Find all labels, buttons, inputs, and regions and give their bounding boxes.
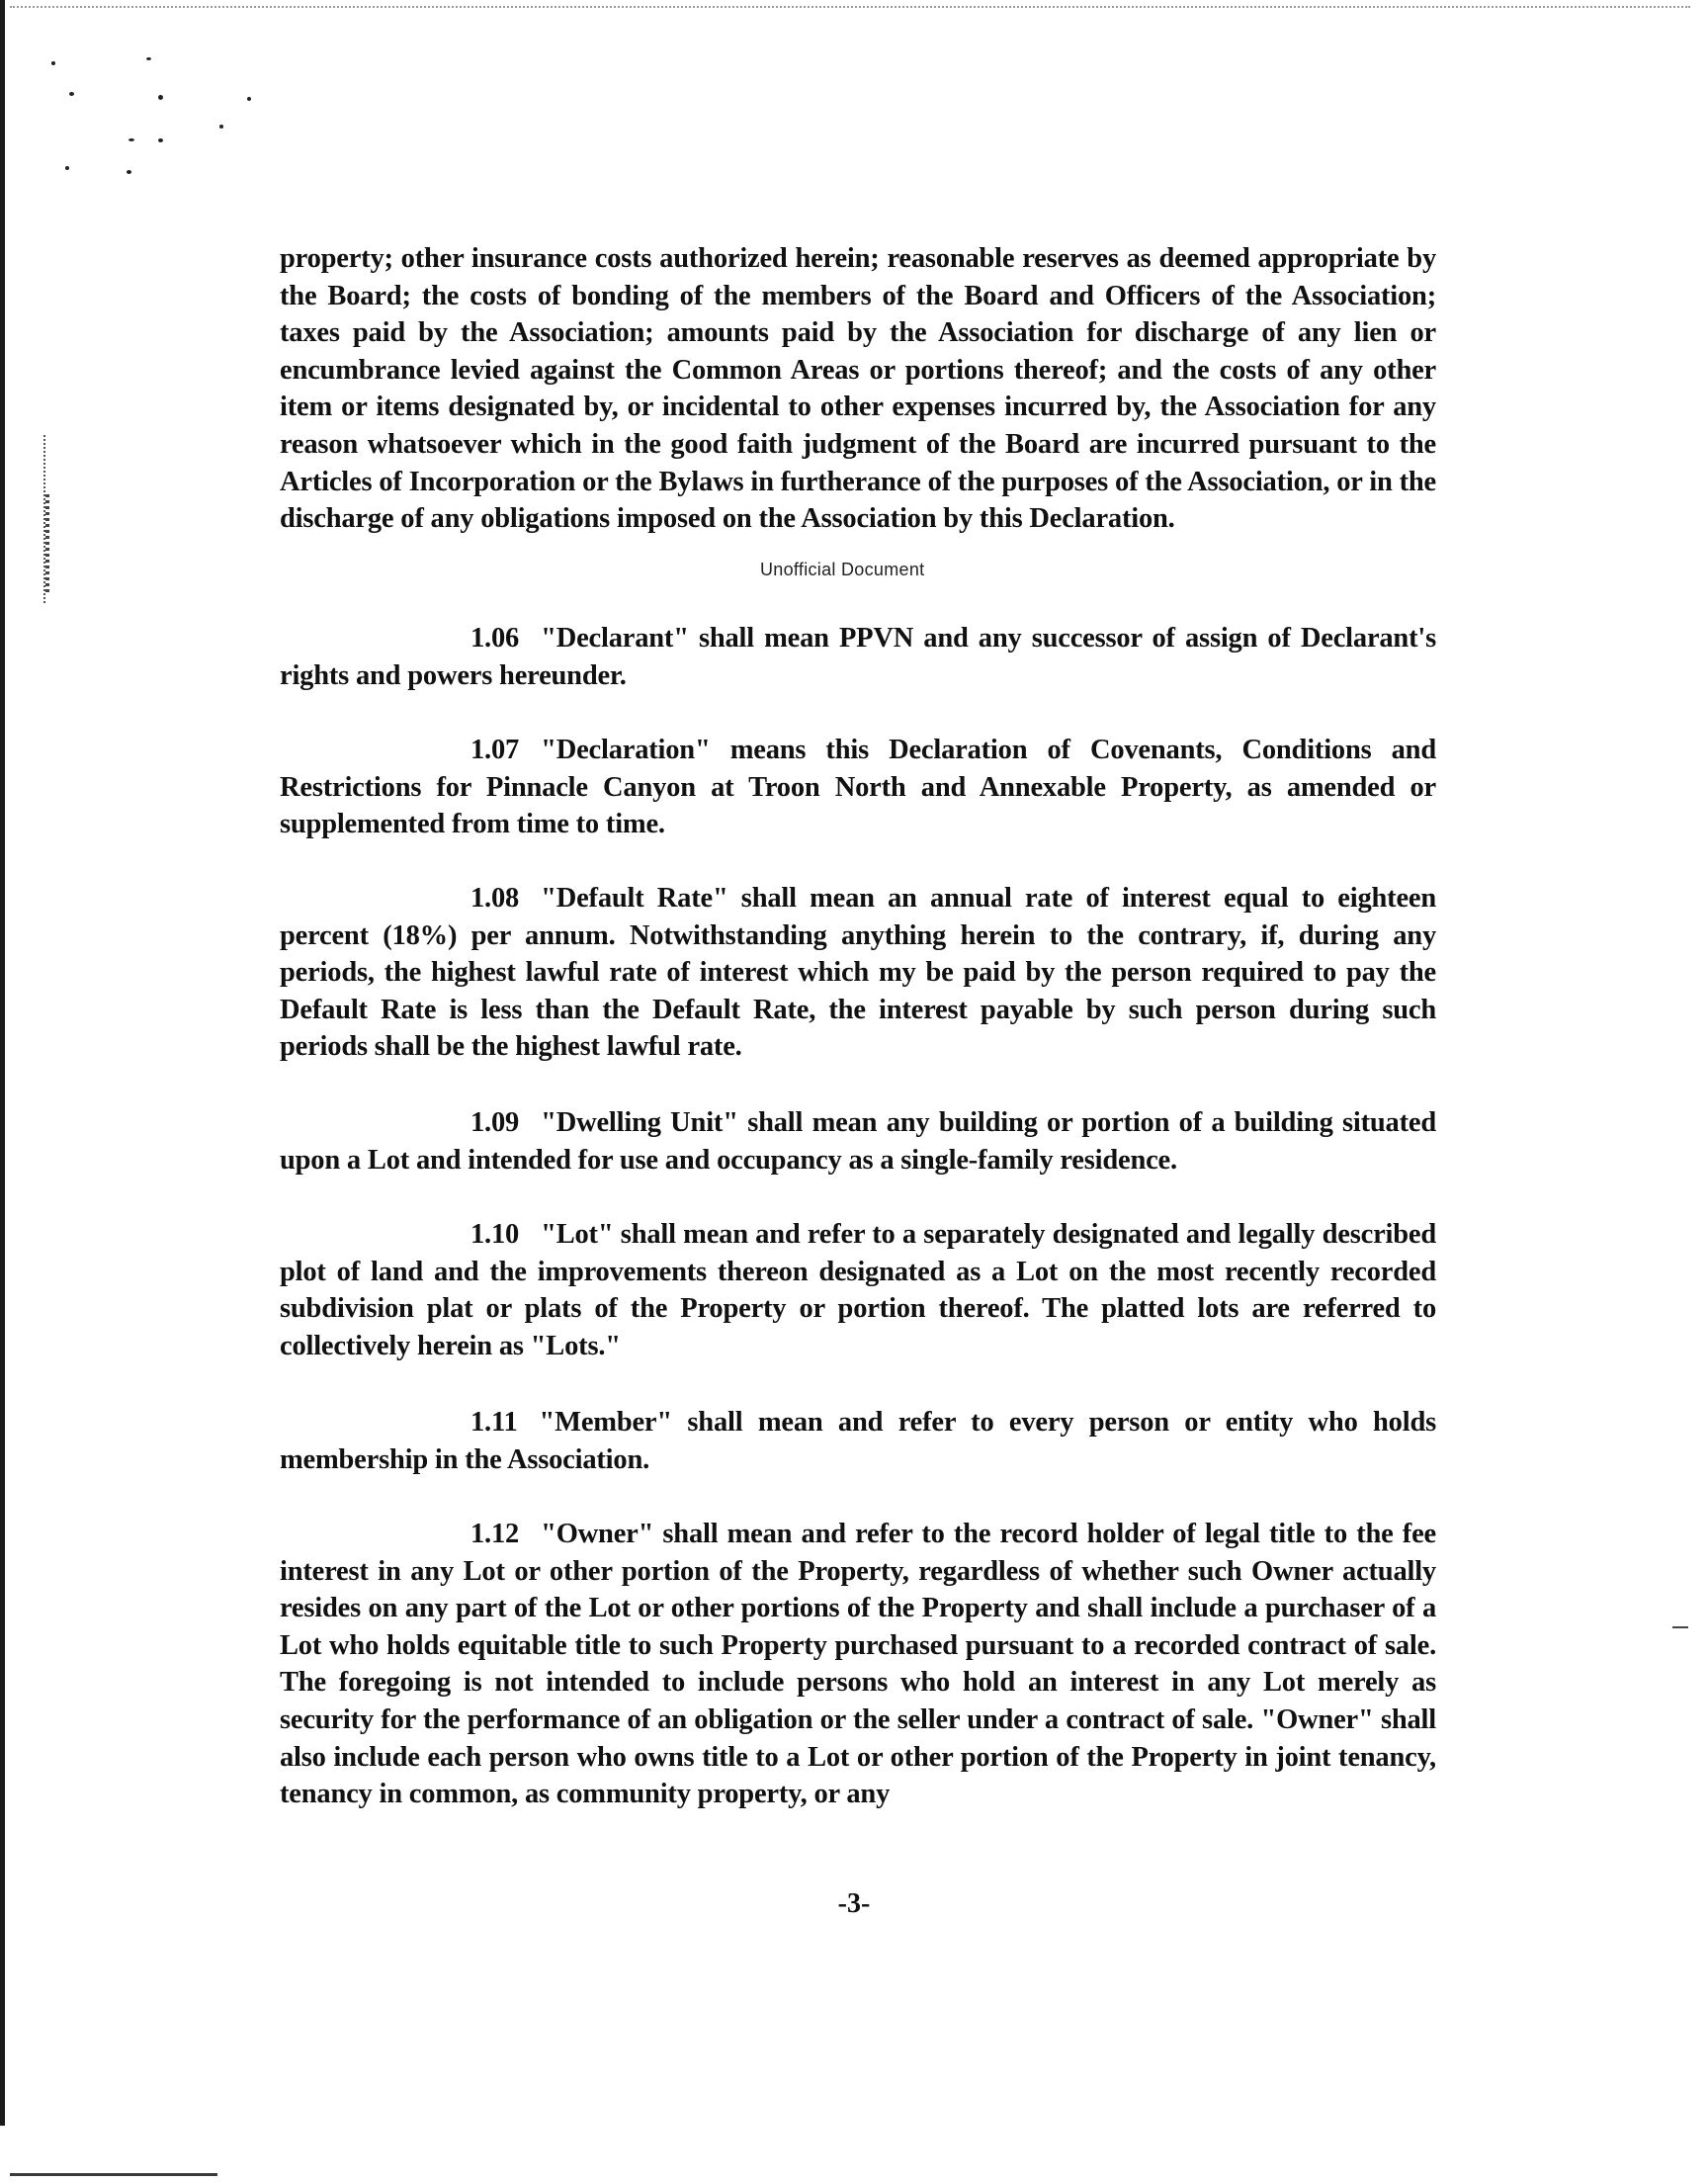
section-number: 1.12 — [470, 1519, 520, 1549]
definition-paragraph — [280, 1404, 1436, 1478]
scan-speck — [128, 138, 134, 141]
section-text: "Member" shall mean and refer to every person or entity who holds membership in the Association. — [280, 1407, 1436, 1475]
scan-speck — [247, 97, 251, 101]
scan-top-noise — [10, 6, 1690, 8]
definition-paragraph — [280, 1104, 1436, 1179]
scan-speck — [158, 95, 163, 100]
scan-speck — [158, 138, 163, 142]
definition-paragraph — [280, 732, 1436, 843]
unofficial-watermark: Unofficial Document — [756, 560, 928, 580]
section-1-11 — [280, 1404, 1436, 1478]
definition-paragraph — [280, 620, 1436, 694]
section-text: "Default Rate" shall mean an annual rate of interest equal to eighteen percent (18%) per annum. Notwithstanding anything herein to the contrary, if, during any periods, the highest lawful rate of interest which my be paid by the person required to pay the Default Rate is less than the Default Rate, the interest payable by such person during such periods shall be the highest lawful rate. — [280, 883, 1436, 1063]
section-number: 1.07 — [470, 735, 520, 765]
section-text: "Lot" shall mean and refer to a separately designated and legally described plot of land and the improvements thereon designated as a Lot on the most recently recorded subdivision plat or plats of the Property or portion thereof. The platted lots are referred to collectively herein as "Lots." — [280, 1219, 1436, 1361]
scan-margin-bar — [45, 494, 49, 593]
scan-speck — [69, 92, 74, 96]
section-1-10 — [280, 1216, 1436, 1364]
section-text: "Dwelling Unit" shall mean any building or portion of a building situated upon a Lot and intended for use and occupancy as a single-family residence. — [280, 1107, 1436, 1176]
section-text: "Declarant" shall mean PPVN and any successor of assign of Declarant's rights and powers hereunder. — [280, 623, 1436, 691]
scan-speck — [65, 166, 69, 170]
scan-speck — [219, 125, 223, 129]
section-number: 1.06 — [470, 623, 520, 654]
section-1-07 — [280, 732, 1436, 843]
scan-edge-shadow — [0, 0, 5, 2126]
scan-speck — [146, 57, 151, 60]
scan-bottom-noise — [10, 2173, 217, 2176]
section-1-09 — [280, 1104, 1436, 1179]
definition-paragraph — [280, 1216, 1436, 1364]
section-number: 1.11 — [470, 1407, 518, 1438]
definition-paragraph — [280, 1516, 1436, 1813]
scan-right-mark — [1672, 1626, 1688, 1628]
section-1-12 — [280, 1516, 1436, 1813]
page-number: -3- — [837, 1888, 871, 1919]
section-number: 1.10 — [470, 1219, 520, 1250]
scan-speck — [127, 170, 131, 174]
section-number: 1.09 — [470, 1107, 520, 1138]
section-text: "Owner" shall mean and refer to the record holder of legal title to the fee interest in any Lot or other portion of the Property, regardless of whether such Owner actually resides on any part of the Lot or other portions of the Property and shall include a purchaser of a Lot who holds equitable title to such Property purchased pursuant to a recorded contract of sale. The foregoing is not intended to include persons who hold an interest in any Lot merely as security for the performance of an obligation or the seller under a contract of sale. "Owner" shall also include each person who owns title to a Lot or other portion of the Property in joint tenancy, tenancy in common, as community property, or any — [280, 1519, 1436, 1810]
section-1-08 — [280, 880, 1436, 1066]
section-1-06 — [280, 620, 1436, 694]
definition-paragraph — [280, 880, 1436, 1066]
section-number: 1.08 — [470, 883, 520, 914]
section-text: "Declaration" means this Declaration of Covenants, Conditions and Restrictions for Pinnacle Canyon at Troon North and Annexable Property, as amended or supplemented from time to time. — [280, 735, 1436, 840]
scan-speck — [51, 61, 55, 65]
intro-block — [280, 240, 1436, 538]
intro-paragraph: property; other insurance costs authorized herein; reasonable reserves as deemed appropriate by the Board; the costs of bonding of the members of the Board and Officers of the Association; taxes paid by the Association; amounts paid by the Association for discharge of any lien or encumbrance levied against the Common Areas or portions thereof; and the costs of any other item or items designated by, or incidental to other expenses incurred by, the Association for any reason whatsoever which in the good faith judgment of the Board are incurred pursuant to the Articles of Incorporation or the Bylaws in furtherance of the purposes of the Association, or in the discharge of any obligations imposed on the Association by this Declaration. — [280, 243, 1436, 535]
